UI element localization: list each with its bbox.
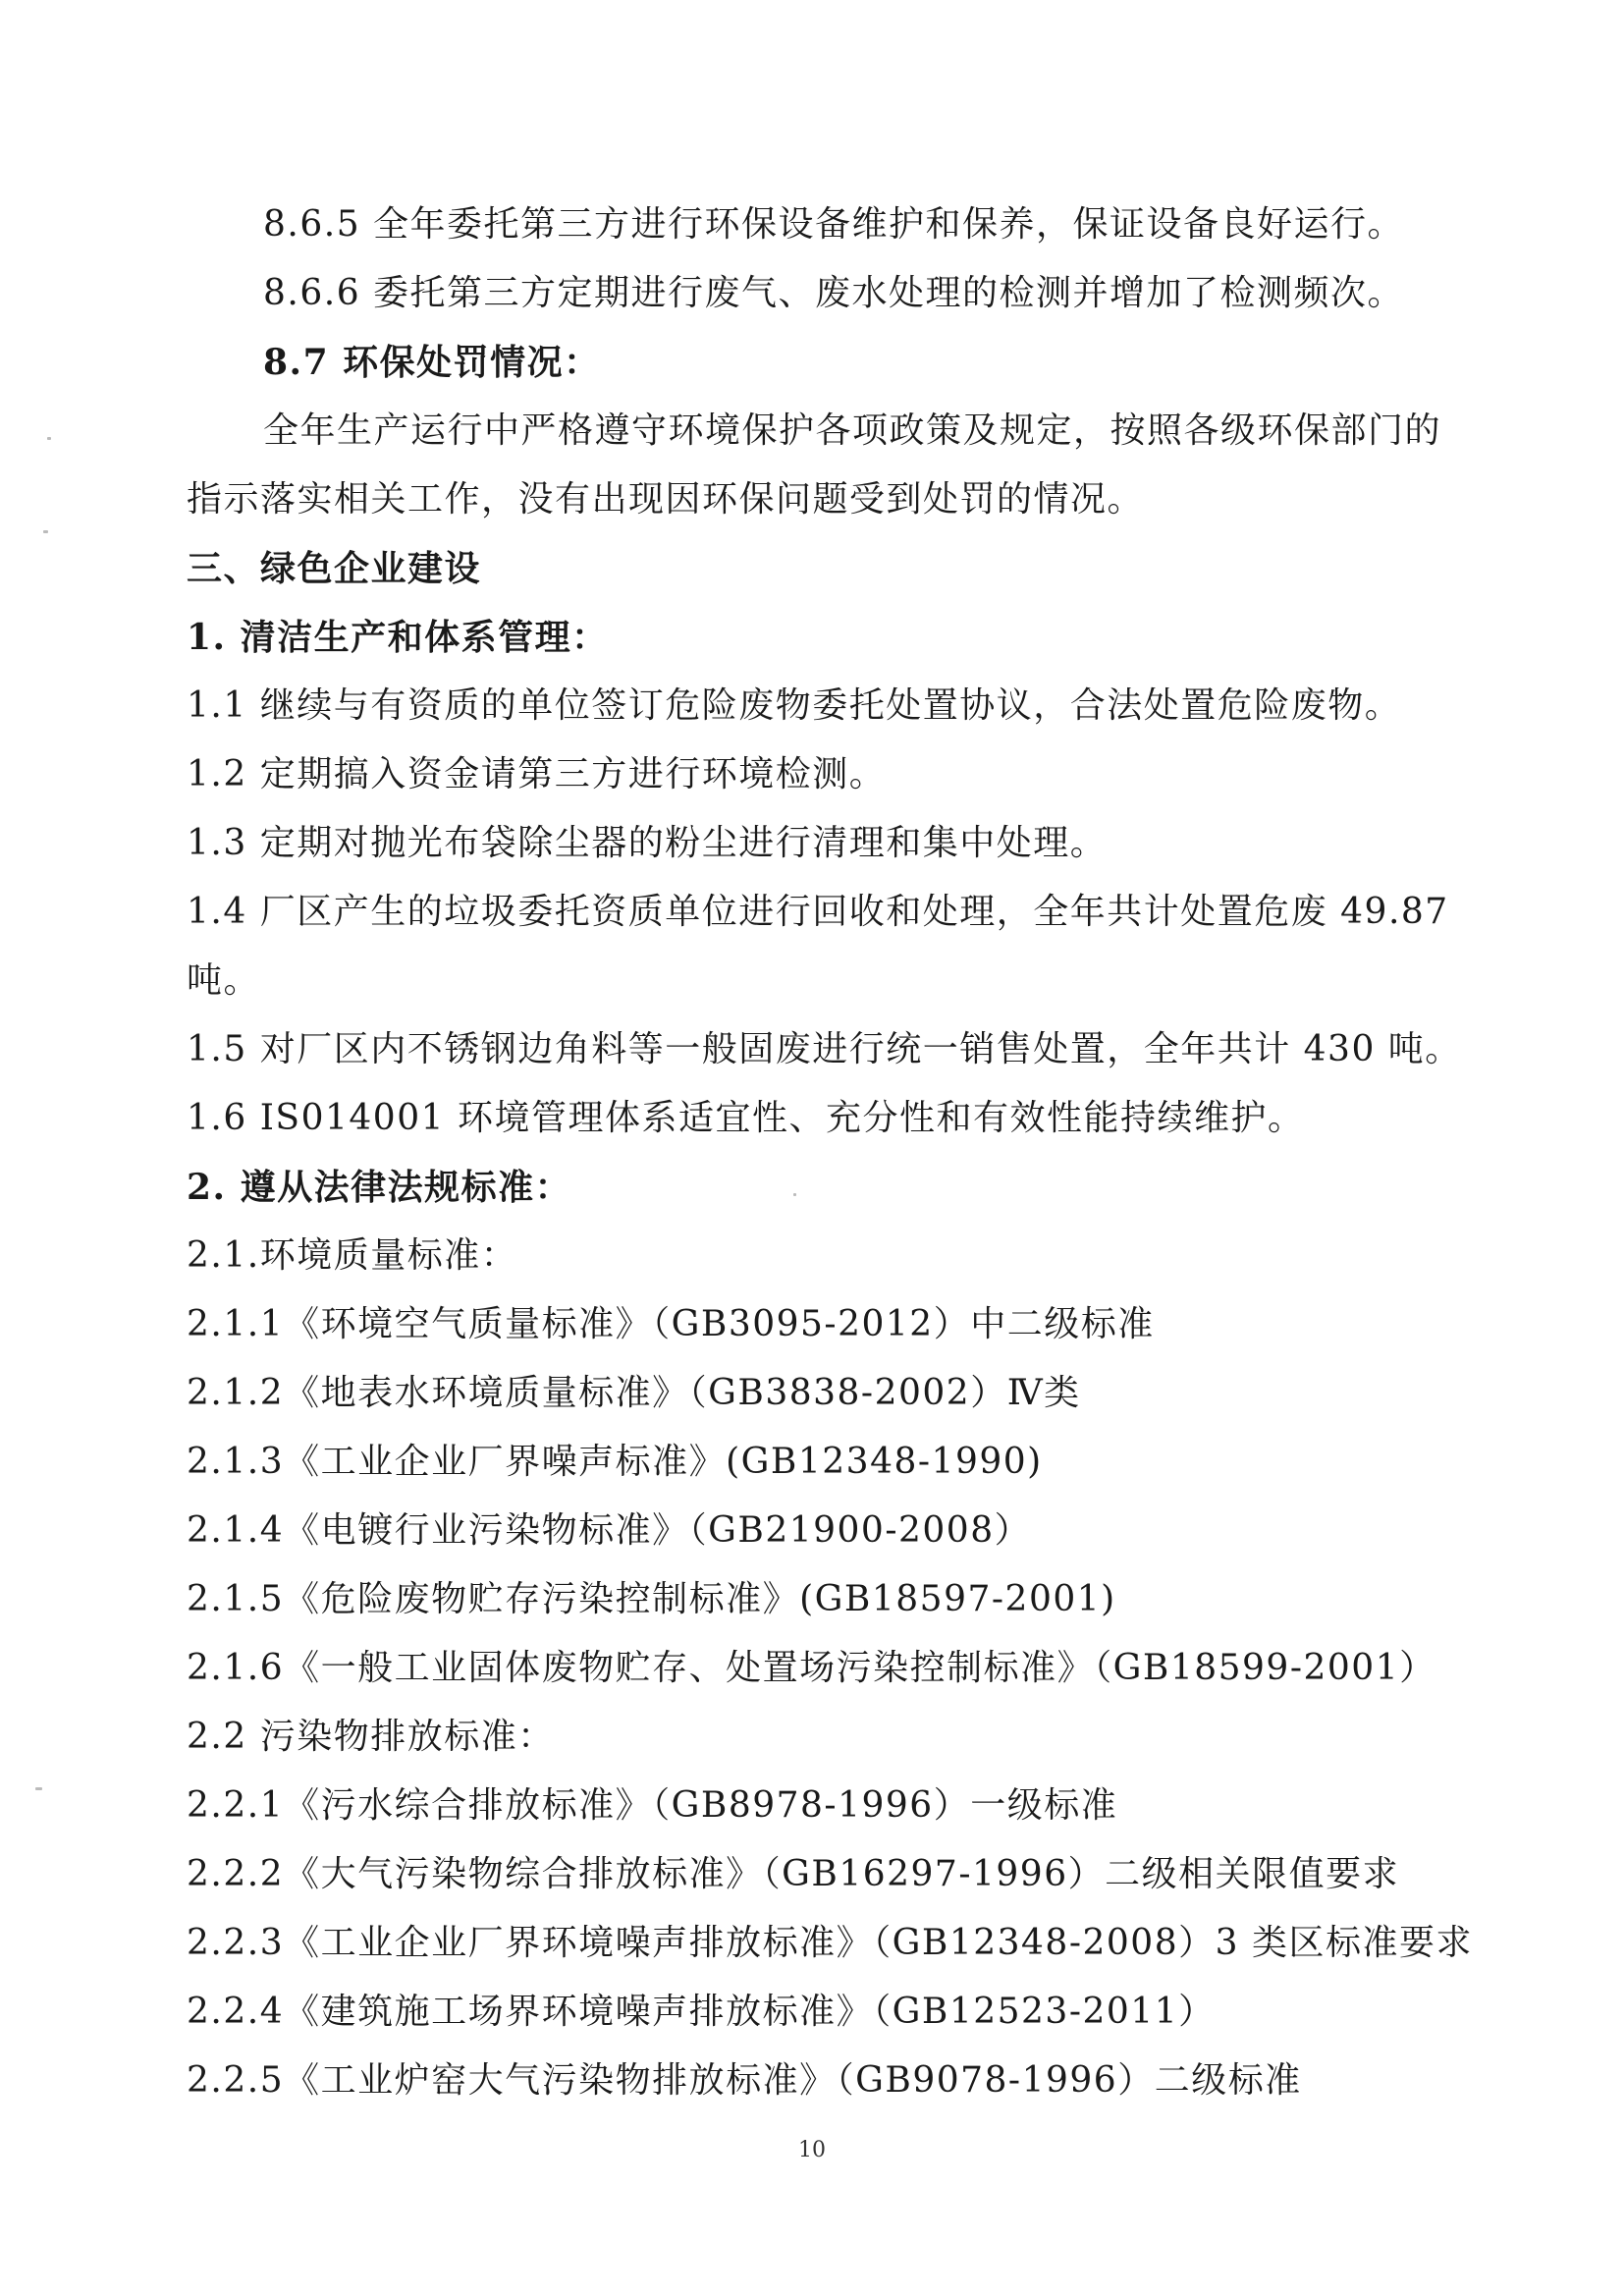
item-2-2-5: 2.2.5《工业炉窑大气污染物排放标准》（GB9078-1996）二级标准 — [187, 2060, 1302, 2101]
heading-2-2: 2.2 污染物排放标准： — [187, 1717, 555, 1757]
item-1-3: 1.3 定期对抛光布袋除尘器的粉尘进行清理和集中处理。 — [187, 823, 1108, 863]
paragraph-8-7-line-2: 指示落实相关工作，没有出现因环保问题受到处罚的情况。 — [187, 479, 1145, 519]
scan-speck — [43, 530, 48, 533]
item-2-1-5: 2.1.5《危险废物贮存污染控制标准》(GB18597-2001) — [187, 1579, 1116, 1619]
item-1-5: 1.5 对厂区内不锈钢边角料等一般固废进行统一销售处置，全年共计 430 吨。 — [187, 1029, 1462, 1069]
item-2-1-4: 2.1.4《电镀行业污染物标准》（GB21900-2008） — [187, 1510, 1032, 1551]
item-2-2-4: 2.2.4《建筑施工场界环境噪声排放标准》（GB12523-2011） — [187, 1992, 1216, 2032]
item-1-2: 1.2 定期搞入资金请第三方进行环境检测。 — [187, 754, 887, 794]
item-1-1: 1.1 继续与有资质的单位签订危险废物委托处置协议，合法处置危险废物。 — [187, 685, 1402, 726]
heading-2: 2. 遵从法律法规标准： — [187, 1167, 572, 1208]
paragraph-8-7-line-1: 全年生产运行中严格遵守环境保护各项政策及规定，按照各级环保部门的 — [263, 410, 1442, 451]
item-2-1-3: 2.1.3《工业企业厂界噪声标准》(GB12348-1990) — [187, 1442, 1043, 1482]
item-2-1-1: 2.1.1《环境空气质量标准》（GB3095-2012）中二级标准 — [187, 1304, 1155, 1344]
section-heading-3: 三、绿色企业建设 — [187, 548, 482, 589]
heading-2-1: 2.1.环境质量标准： — [187, 1235, 518, 1276]
item-2-2-3: 2.2.3《工业企业厂界环境噪声排放标准》（GB12348-2008）3 类区标准要求 — [187, 1923, 1473, 1963]
item-1-4-line-2: 吨。 — [187, 960, 261, 1001]
scan-speck — [35, 1787, 42, 1790]
item-2-1-6: 2.1.6《一般工业固体废物贮存、处置场污染控制标准》（GB18599-2001） — [187, 1648, 1436, 1688]
heading-1: 1. 清洁生产和体系管理： — [187, 617, 609, 658]
item-2-2-2: 2.2.2《大气污染物综合排放标准》（GB16297-1996）二级相关限值要求 — [187, 1854, 1400, 1894]
paragraph-8-6-6: 8.6.6 委托第三方定期进行废气、废水处理的检测并增加了检测频次。 — [263, 273, 1405, 313]
item-1-4-line-1: 1.4 厂区产生的垃圾委托资质单位进行回收和处理，全年共计处置危废 49.87 — [187, 892, 1449, 932]
paragraph-8-6-5: 8.6.5 全年委托第三方进行环保设备维护和保养，保证设备良好运行。 — [263, 204, 1405, 245]
scan-speck — [793, 1193, 796, 1196]
heading-8-7: 8.7 环保处罚情况： — [263, 342, 601, 383]
item-2-1-2: 2.1.2《地表水环境质量标准》（GB3838-2002）Ⅳ类 — [187, 1373, 1081, 1413]
item-1-6: 1.6 IS014001 环境管理体系适宜性、充分性和有效性能持续维护。 — [187, 1098, 1305, 1138]
page-number: 10 — [798, 2138, 826, 2162]
item-2-2-1: 2.2.1《污水综合排放标准》（GB8978-1996）一级标准 — [187, 1785, 1118, 1826]
scan-speck — [47, 437, 51, 440]
